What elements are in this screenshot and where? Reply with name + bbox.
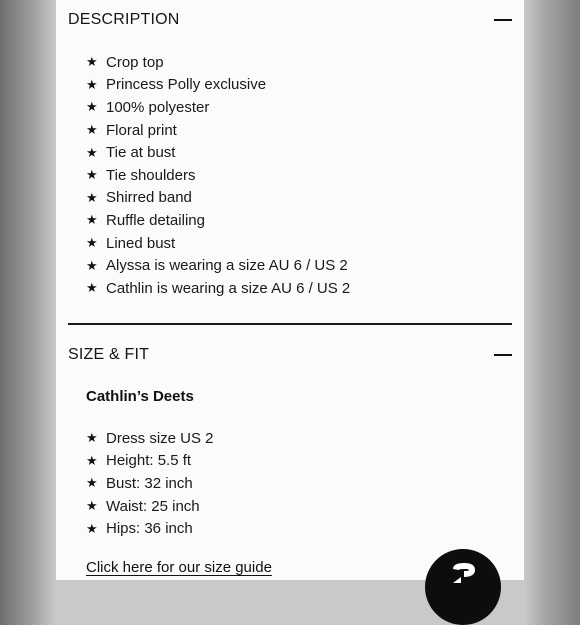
star-icon: ★ — [86, 99, 98, 115]
star-icon: ★ — [86, 144, 98, 160]
list-item: ★ Hips: 36 inch — [86, 520, 193, 538]
list-item: ★ Ruffle detailing — [86, 211, 205, 229]
minus-icon[interactable] — [494, 354, 512, 356]
star-icon: ★ — [86, 475, 98, 491]
list-item: ★ Height: 5.5 ft — [86, 452, 192, 470]
size-fit-list — [86, 427, 214, 540]
star-icon: ★ — [86, 280, 98, 296]
list-item: ★ Alyssa is wearing a size AU 6 / US 2 — [86, 257, 348, 275]
star-icon: ★ — [86, 189, 98, 205]
star-icon: ★ — [86, 257, 98, 273]
size-fit-title: SIZE & FIT — [68, 346, 150, 363]
chat-icon — [449, 563, 479, 587]
description-header[interactable] — [68, 5, 512, 35]
list-item: ★ Waist: 25 inch — [86, 497, 200, 515]
list-item: ★ Cathlin is wearing a size AU 6 / US 2 — [86, 279, 351, 297]
star-icon: ★ — [86, 235, 98, 251]
star-icon: ★ — [86, 167, 98, 183]
model-deets-heading: Cathlin’s Deets — [86, 388, 194, 405]
minus-icon[interactable] — [494, 19, 512, 21]
list-item: ★ Crop top — [86, 53, 164, 71]
star-icon: ★ — [86, 76, 98, 92]
star-icon: ★ — [86, 520, 98, 536]
star-icon: ★ — [86, 498, 98, 514]
list-item: ★ Floral print — [86, 121, 177, 139]
chat-button[interactable] — [425, 549, 501, 625]
size-guide-link[interactable]: Click here for our size guide — [86, 559, 272, 576]
list-item: ★ Lined bust — [86, 234, 176, 252]
list-item: ★ Tie shoulders — [86, 166, 196, 184]
product-details-panel — [56, 0, 524, 580]
list-item: ★ Shirred band — [86, 189, 192, 207]
list-item: ★ Princess Polly exclusive — [86, 76, 267, 94]
description-list — [86, 51, 350, 300]
star-icon: ★ — [86, 452, 98, 468]
star-icon: ★ — [86, 430, 98, 446]
star-icon: ★ — [86, 122, 98, 138]
star-icon: ★ — [86, 54, 98, 70]
list-item: ★ Dress size US 2 — [86, 429, 214, 447]
list-item: ★ Tie at bust — [86, 144, 176, 162]
section-divider — [68, 323, 512, 325]
list-item: ★ Bust: 32 inch — [86, 474, 193, 492]
size-fit-header[interactable] — [68, 340, 512, 370]
star-icon: ★ — [86, 212, 98, 228]
description-title: DESCRIPTION — [68, 11, 180, 28]
list-item: ★ 100% polyester — [86, 98, 210, 116]
